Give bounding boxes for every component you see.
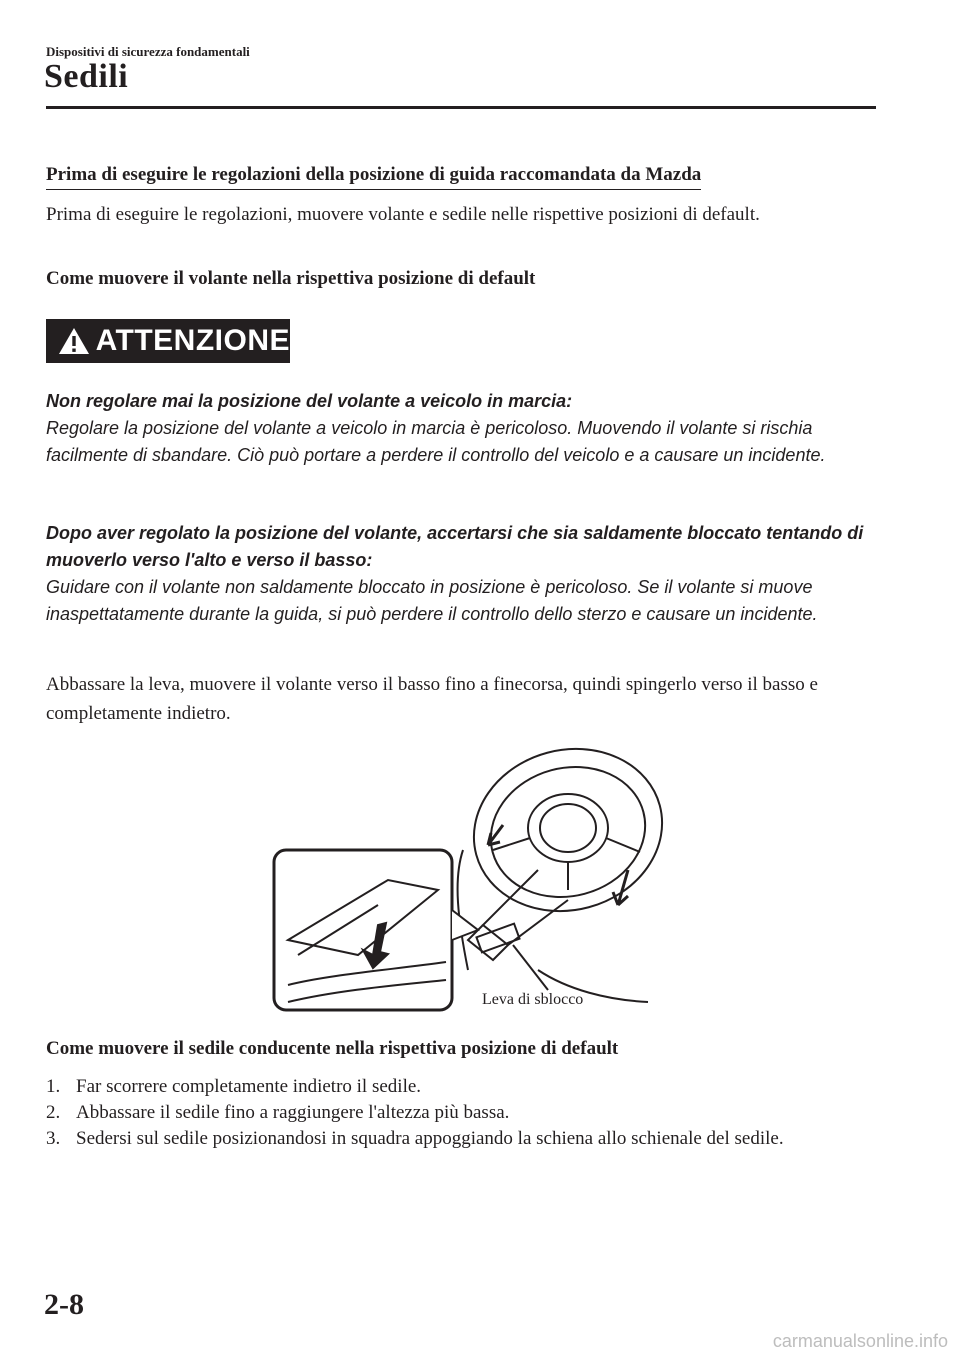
intro-paragraph: Prima di eseguire le regolazioni, muovere volante e sedile nelle rispettive posizioni di default. xyxy=(46,204,760,225)
warning-item-text: Guidare con il volante non saldamente bloccato in posizione è pericoloso. Se il volante si muove inaspettatamente durante la guida, si può perdere il controllo dello sterzo e causare un incidente. xyxy=(46,577,818,624)
warning-banner xyxy=(46,319,290,363)
steering-wheel-illustration xyxy=(268,740,668,1012)
list-item-text: Sedersi sul sedile posizionandosi in squadra appoggiando la schiena allo schienale del sedile. xyxy=(76,1128,784,1149)
list-item xyxy=(46,1100,876,1126)
wheel-heading: Come muovere il volante nella rispettiva posizione di default xyxy=(46,268,536,289)
list-item-number: 2. xyxy=(46,1102,61,1123)
seat-steps-list xyxy=(46,1074,876,1152)
warning-item xyxy=(46,388,876,469)
page-number: 2-8 xyxy=(44,1288,84,1321)
title-divider xyxy=(46,106,876,109)
warning-label: ATTENZIONE xyxy=(95,324,290,357)
seat-heading: Come muovere il sedile conducente nella rispettiva posizione di default xyxy=(46,1038,619,1059)
warning-triangle-icon xyxy=(54,319,94,363)
warning-item xyxy=(46,520,876,628)
list-item xyxy=(46,1074,876,1100)
watermark: carmanualsonline.info xyxy=(772,1331,948,1351)
warning-item-title: Non regolare mai la posizione del volante a veicolo in marcia: xyxy=(46,391,573,411)
list-item-number: 3. xyxy=(46,1128,61,1149)
warning-item-title: Dopo aver regolato la posizione del volante, accertarsi che sia saldamente bloccato tentando di muoverlo verso l'alto e verso il basso: xyxy=(46,523,864,570)
wheel-instruction: Abbassare la leva, muovere il volante verso il basso fino a finecorsa, quindi spingerlo verso il basso e completamente indietro. xyxy=(46,674,818,724)
section-label: Dispositivi di sicurezza fondamentali xyxy=(46,44,250,59)
warning-item-text: Regolare la posizione del volante a veicolo in marcia è pericoloso. Muovendo il volante si rischia facilmente di sbandare. Ciò può portare a perdere il controllo del veicolo e a causare un incidente. xyxy=(46,418,826,465)
list-item xyxy=(46,1126,876,1152)
figure-label: Leva di sblocco xyxy=(482,991,584,1008)
page-title: Sedili xyxy=(44,58,129,95)
list-item-text: Far scorrere completamente indietro il sedile. xyxy=(76,1076,422,1097)
list-item-number: 1. xyxy=(46,1076,61,1097)
list-item-text: Abbassare il sedile fino a raggiungere l'altezza più bassa. xyxy=(76,1102,510,1123)
subheading: Prima di eseguire le regolazioni della posizione di guida raccomandata da Mazda xyxy=(46,164,701,190)
